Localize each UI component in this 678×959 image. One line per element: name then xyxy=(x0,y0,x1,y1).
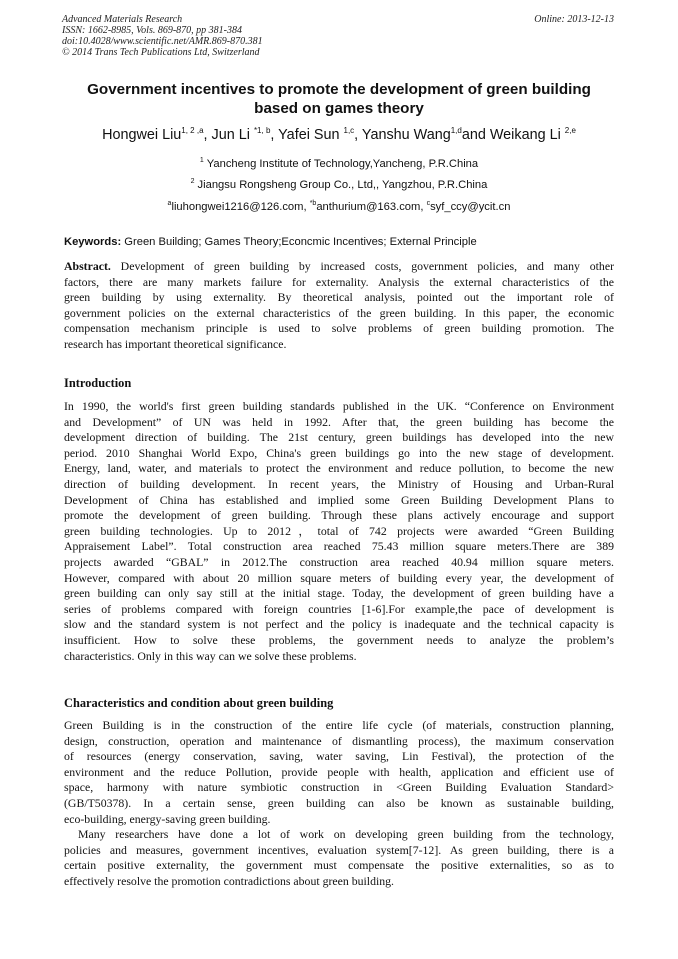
paragraph-line: characteristics. Only in this way can we solve these problems. xyxy=(64,648,357,663)
title-line-2: based on games theory xyxy=(254,100,424,117)
paragraph-line: policies and measures, government incentives, evaluation system[7-12]. As green building, there is a xyxy=(64,842,614,857)
author-affil-sup: *1, b xyxy=(253,126,271,135)
paragraph-line: Energy, land, water, and materials to protect the environment and reduce pollution, to become the new xyxy=(64,461,614,476)
paragraph-line: Many researchers have done a lot of work on developing green building from the technology, xyxy=(78,827,614,842)
paragraph-line: However, compared with about 20 million square meters of building every year, the development of xyxy=(64,570,614,585)
email-sup: a xyxy=(167,200,172,207)
affiliation-1 xyxy=(0,157,678,170)
paragraph-line: slow and the standard system is not perfect and the policy is inadequate and the technical capacity is xyxy=(64,617,614,632)
abstract-line: green building by using externality. By theoretical analysis, pointed out the important role of xyxy=(64,290,614,305)
paragraph-line: series of problems compared with foreign countries [1-6].For example,the pace of development is xyxy=(64,601,614,616)
paragraph-line: In 1990, the world's first green building standards published in the UK. “Conference on Environment xyxy=(64,399,614,413)
paper-title xyxy=(62,80,616,118)
abstract xyxy=(64,259,614,353)
issn-line: ISSN: 1662-8985, Vols. 869-870, pp 381-384 xyxy=(62,25,242,36)
affiliation-sup: 2 xyxy=(190,178,195,185)
keywords-line xyxy=(64,236,614,248)
abstract-text: Development of green building by increased costs, government policies, and many other xyxy=(110,259,614,273)
author-emails xyxy=(0,200,678,213)
author-name: Hongwei Liu xyxy=(102,127,182,143)
author-name: Jun Li xyxy=(211,127,254,143)
email-link[interactable]: liuhongwei1216@126.com, xyxy=(171,201,310,213)
keywords-label: Keywords: xyxy=(64,236,122,248)
paragraph-line: eco-building, energy-saving green building. xyxy=(64,811,271,826)
abstract-line xyxy=(64,259,614,275)
paragraph-line: green building technologies. Up to 2012，total of 742 projects were awarded “Green Building xyxy=(64,523,614,538)
paragraph-line: projects awarded “GBAL” in 2012.The construction area reached 40.94 million square meters. xyxy=(64,554,614,569)
paragraph-line: insufficient. How to solve these problems, the government needs to analyze the problem’s xyxy=(64,632,614,647)
paragraph-line: (GB/T50378). In a certain sense, green building can also be known as sustainable building, xyxy=(64,795,614,810)
paragraph-line: direction of building development. In recent years, the Ministry of Housing and Urban-Rural xyxy=(64,476,614,491)
email-sup: *b xyxy=(309,200,317,207)
author-separator: , xyxy=(203,127,212,143)
paragraph-line: and Development” of UN was held in 1992. After that, the green building has become the xyxy=(64,414,614,429)
author-affil-sup: 2,e xyxy=(564,126,576,135)
author-affil-sup: 1,c xyxy=(343,126,355,135)
email-sup: c xyxy=(426,200,431,207)
introduction-paragraph xyxy=(64,399,614,664)
paragraph-line: effectively resolve the promotion contradictions about green building. xyxy=(64,873,395,888)
paragraph-line: development direction of building. The 21st century, green buildings has developed into the new xyxy=(64,430,614,445)
section-heading-introduction: Introduction xyxy=(64,376,132,390)
keywords-text: Green Building; Games Theory;Econcmic Incentives; External Principle xyxy=(121,236,477,248)
paragraph-line: environment and the reduce Pollution, provide people with health, application and efficient use of xyxy=(64,764,614,779)
abstract-line: compensation mechanism principle is used to solve problems of green building promotion. The xyxy=(64,321,614,336)
author-name: and Weikang Li xyxy=(461,127,565,143)
section-heading-characteristics: Characteristics and condition about green building xyxy=(64,696,334,710)
header-left xyxy=(62,14,263,58)
author-name: Yafei Sun xyxy=(278,127,344,143)
affiliation-text: Yancheng Institute of Technology,Yancheng, P.R.China xyxy=(206,158,479,170)
title-line-1: Government incentives to promote the development of green building xyxy=(87,81,591,98)
email-link[interactable]: syf_ccy@ycit.cn xyxy=(430,201,511,213)
author-affil-sup: 1, 2 ,a xyxy=(181,126,204,135)
author-affil-sup: 1,d xyxy=(450,126,462,135)
paragraph-line: green building can only say still at the initial stage. Today, the development of green building have a xyxy=(64,586,614,601)
paragraph-line: certain positive externality, the government must compensate the positive externalities, so as to xyxy=(64,858,614,873)
author-list xyxy=(0,126,678,143)
paragraph-line: design, construction, operation and maintenance of dismantling process), the maximum conservation xyxy=(64,733,614,748)
abstract-line: factors, there are many markets failure for externality. Analysis the external characteristics of the xyxy=(64,274,614,289)
journal-name: Advanced Materials Research xyxy=(62,14,183,25)
author-separator: , xyxy=(270,127,279,143)
characteristics-section xyxy=(64,718,614,890)
paragraph-line: of resources (energy conservation, saving, water saving, Lin Festival), the protection of the xyxy=(64,749,614,764)
paragraph-line: period. 2010 Shanghai World Expo, China's green buildings go into the new stage of development. xyxy=(64,445,614,460)
online-date: Online: 2013-12-13 xyxy=(534,14,614,25)
paragraph-line: promote the development of green building. Through these plans actively encourage and support xyxy=(64,508,614,523)
paragraph-line: Development of China has established and implied some Green Building Development Plans to xyxy=(64,492,614,507)
affiliation-sup: 1 xyxy=(199,157,204,164)
email-link[interactable]: anthurium@163.com, xyxy=(316,201,427,213)
author-name: Yanshu Wang xyxy=(361,127,451,143)
abstract-line: research has important theoretical significance. xyxy=(64,336,287,351)
paragraph-line: space, harmony with nature symbiotic construction in <Green Building Evaluation Standard> xyxy=(64,780,614,795)
affiliation-2 xyxy=(0,178,678,191)
abstract-line: government policies on the external characteristics of the green building. In this paper, the economic xyxy=(64,305,614,320)
paragraph-line: Appraisement Label”. Total construction area reached 75.43 million square meters.There are 389 xyxy=(64,539,614,554)
copyright-line: © 2014 Trans Tech Publications Ltd, Switzerland xyxy=(62,47,260,58)
affiliation-text: Jiangsu Rongsheng Group Co., Ltd,, Yangzhou, P.R.China xyxy=(197,179,488,191)
doi-line: doi:10.4028/www.scientific.net/AMR.869-870.381 xyxy=(62,36,263,47)
paragraph-line: Green Building is in the construction of the entire life cycle (of materials, construction planning, xyxy=(64,718,614,732)
author-separator: , xyxy=(354,127,362,143)
abstract-label: Abstract. xyxy=(64,259,111,273)
